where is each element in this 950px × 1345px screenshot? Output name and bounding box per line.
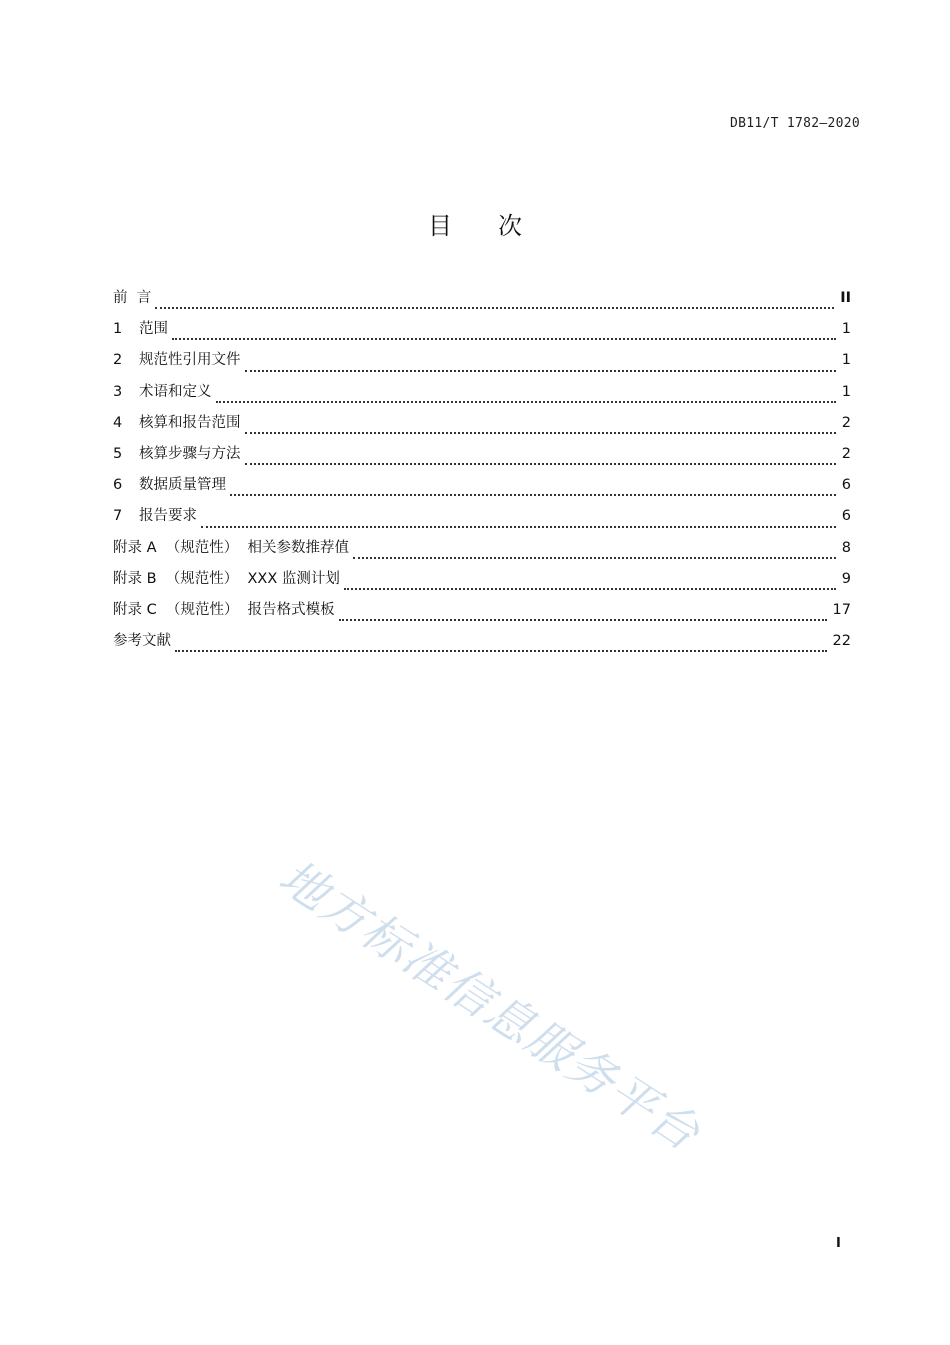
- toc-leader-dots: [216, 401, 836, 403]
- toc-entry-number: 4: [113, 414, 123, 431]
- toc-entry-label: 附录 A （规范性） 相关参数推荐值: [113, 539, 349, 556]
- toc-entry-scope[interactable]: [113, 319, 851, 350]
- toc-entry-page: 1: [841, 352, 851, 369]
- toc-leader-dots: [201, 526, 836, 528]
- page-title: 目次: [428, 212, 568, 240]
- toc-entry-label: 数据质量管理: [139, 477, 226, 494]
- toc-entry-accounting-scope[interactable]: [113, 413, 851, 444]
- toc-leader-dots: [155, 307, 834, 309]
- page-number: I: [836, 1236, 841, 1251]
- toc-leader-dots: [245, 432, 836, 434]
- toc-entry-number: 7: [113, 508, 123, 525]
- toc-entry-label: 范围: [139, 321, 168, 338]
- toc-entry-label: 核算和报告范围: [139, 414, 241, 431]
- toc-entry-page: 17: [832, 601, 851, 618]
- table-of-contents: [113, 288, 851, 662]
- toc-entry-label: 规范性引用文件: [139, 352, 241, 369]
- toc-entry-page: 8: [841, 539, 851, 556]
- toc-entry-page: 2: [841, 414, 851, 431]
- toc-entry-page: 6: [841, 508, 851, 525]
- toc-leader-dots: [353, 557, 836, 559]
- toc-entry-page: 22: [832, 633, 851, 650]
- toc-entry-page: II: [840, 290, 851, 306]
- toc-entry-page: 9: [841, 570, 851, 587]
- toc-leader-dots: [245, 370, 836, 372]
- toc-leader-dots: [230, 494, 836, 496]
- toc-leader-dots: [339, 619, 827, 621]
- toc-entry-number: 1: [113, 321, 123, 338]
- toc-leader-dots: [344, 588, 836, 590]
- watermark: 地方标准信息服务平台: [269, 849, 710, 1163]
- toc-entry-appendix-a[interactable]: [113, 538, 851, 569]
- toc-entry-bibliography[interactable]: [113, 631, 851, 662]
- toc-entry-page: 6: [841, 477, 851, 494]
- toc-entry-appendix-b[interactable]: [113, 569, 851, 600]
- toc-entry-terms-definitions[interactable]: [113, 382, 851, 413]
- toc-entry-label: 术语和定义: [139, 383, 212, 400]
- toc-leader-dots: [172, 338, 836, 340]
- toc-entry-label: 附录 C （规范性） 报告格式模板: [113, 601, 335, 618]
- toc-entry-number: 3: [113, 383, 123, 400]
- toc-entry-normative-references[interactable]: [113, 350, 851, 381]
- toc-entry-report-requirements[interactable]: [113, 506, 851, 537]
- toc-entry-page: 1: [841, 321, 851, 338]
- toc-entry-preface[interactable]: [113, 288, 851, 319]
- toc-entry-label: 报告要求: [139, 508, 197, 525]
- toc-entry-data-quality[interactable]: [113, 475, 851, 506]
- toc-entry-label: 核算步骤与方法: [139, 445, 241, 462]
- toc-entry-page: 1: [841, 383, 851, 400]
- toc-leader-dots: [175, 650, 827, 652]
- toc-entry-label: 附录 B （规范性） XXX 监测计划: [113, 570, 340, 587]
- toc-entry-accounting-steps[interactable]: [113, 444, 851, 475]
- toc-entry-number: 5: [113, 445, 123, 462]
- standard-code: DB11/T 1782—2020: [729, 116, 860, 131]
- toc-entry-number: 6: [113, 477, 123, 494]
- toc-entry-page: 2: [841, 445, 851, 462]
- toc-entry-label: 前 言: [113, 290, 152, 306]
- toc-entry-number: 2: [113, 352, 123, 369]
- toc-entry-appendix-c[interactable]: [113, 600, 851, 631]
- toc-entry-label: 参考文献: [113, 633, 171, 650]
- toc-leader-dots: [245, 463, 836, 465]
